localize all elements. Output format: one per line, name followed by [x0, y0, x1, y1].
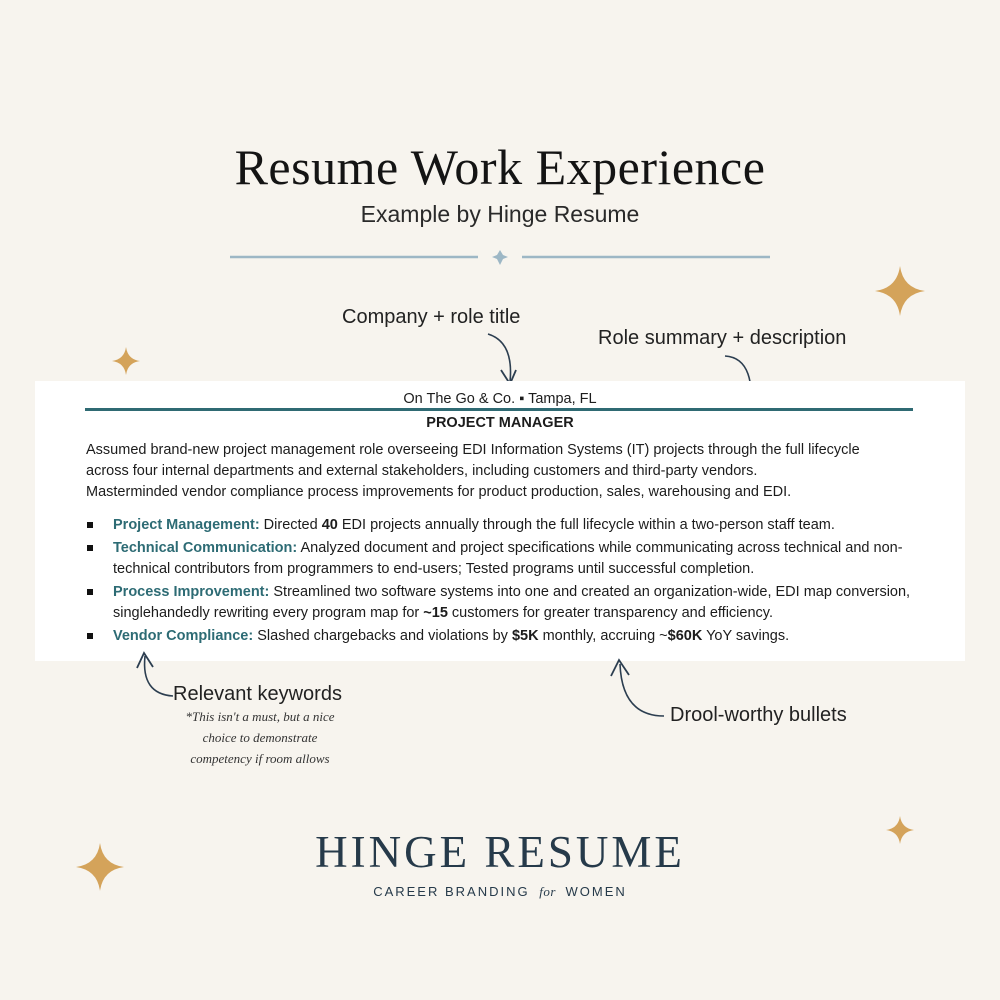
page-title: Resume Work Experience: [234, 139, 766, 195]
list-item: Process Improvement: Streamlined two software systems into one and created an organization-wide, EDI map conversion, singlehandedly rewriting every program map for ~15 customers for greater transparency and efficiency.: [86, 582, 926, 624]
annotation-bullets: Drool-worthy bullets: [670, 704, 847, 726]
role-title: PROJECT MANAGER: [426, 415, 574, 431]
brand-logo: HINGE RESUME: [315, 827, 685, 877]
achievement-list: [86, 515, 926, 649]
role-summary: Assumed brand-new project management role overseeing EDI Information Systems (IT) projects through the full lifecycle across four internal departments and external stakeholders, including customers and third-party vendors. Masterminded vendor compliance process improvements for product production, sales, warehousing and EDI.: [86, 442, 860, 500]
annotation-company-role: Company + role title: [342, 306, 521, 328]
brand-tagline: CAREER BRANDING for WOMEN: [373, 884, 627, 899]
list-item: Project Management: Directed 40 EDI projects annually through the full lifecycle within a two-person staff team.: [86, 515, 926, 536]
header-divider: [230, 250, 770, 266]
bullet-square-icon: [87, 545, 93, 551]
hand-drawn-arrow-icon: [600, 654, 670, 724]
resume-card: [35, 381, 965, 661]
sparkle-star-icon: [112, 347, 140, 375]
annotation-keywords-note: *This isn't a must, but a nice choice to demonstrate competency if room allows: [185, 709, 335, 766]
list-item: Technical Communication: Analyzed document and project specifications while communicating across technical and non-technical contributors from programmers to end-users; Tested programs until successful completion.: [86, 538, 926, 580]
page-subtitle: Example by Hinge Resume: [360, 201, 640, 227]
section-rule: [85, 408, 913, 411]
annotation-role-summary: Role summary + description: [598, 327, 847, 349]
bullet-square-icon: [87, 589, 93, 595]
annotation-keywords: Relevant keywords: [173, 683, 342, 705]
company-line: On The Go & Co. ▪ Tampa, FL: [403, 391, 597, 407]
diamond-icon: [492, 250, 508, 265]
sparkle-star-icon: [875, 266, 925, 316]
bullet-square-icon: [87, 522, 93, 528]
bullet-square-icon: [87, 633, 93, 639]
list-item: Vendor Compliance: Slashed chargebacks and violations by $5K monthly, accruing ~$60K YoY savings.: [86, 626, 926, 647]
